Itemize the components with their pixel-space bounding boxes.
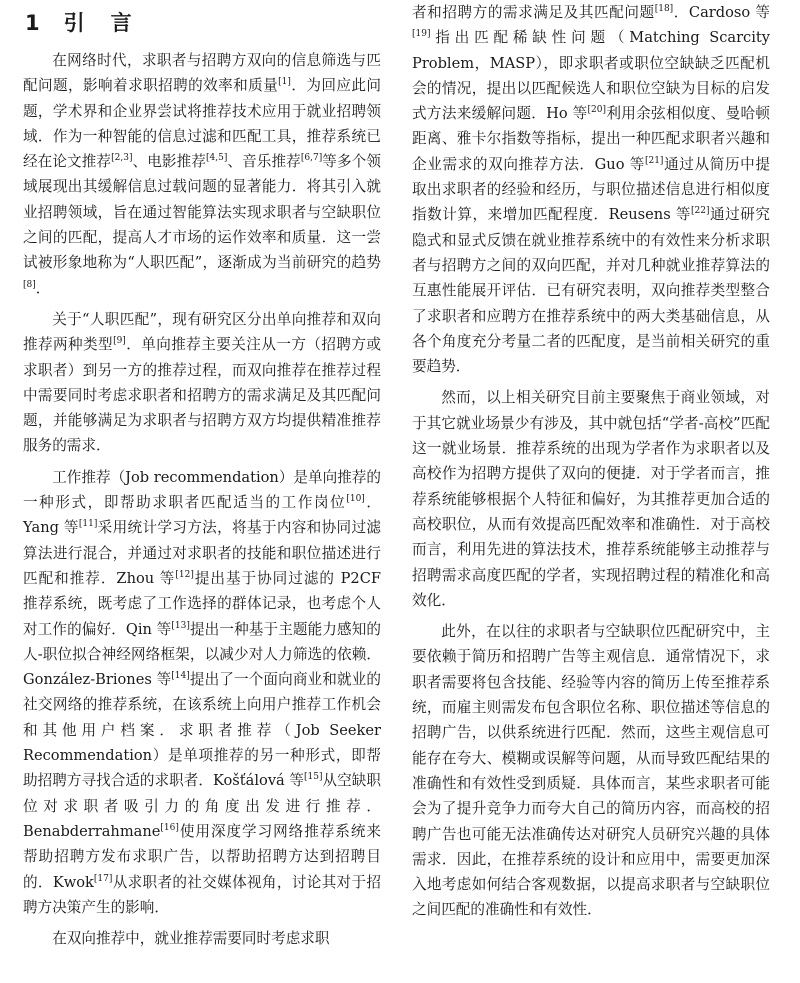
text-run: 利用余弦相似度、曼哈顿距离、雅卡尔指数等指标，提出一种匹配求职者兴趣和企业需求的双向推荐方法．Guo 等	[412, 105, 770, 173]
text-run: 提出了一个面向商业和就业的社交网络的推荐系统，在该系统上向用户推荐工作机会和其他用户档案．求职者推荐（Job Seeker Recommendation）是单项推荐的另一种形式，即帮助招聘方寻找合适的求职者．Košťálová 等	[23, 671, 381, 790]
text-run: 提出一种基于主题能力感知的人-职位拟合神经网络框架，以减少对人力筛选的依赖．González-Briones 等	[23, 620, 381, 689]
paragraph	[412, 619, 770, 923]
text-run: ．单向推荐主要关注从一方（招聘方或求职者）到另一方的推荐过程，而双向推荐在推荐过程中需要同时考虑求职者和招聘方的需求满足及其匹配问题，并能够满足为求职者与招聘方双方均提供精准推荐服务的需求．	[23, 336, 381, 455]
text-run: ．为回应此问题，学术界和企业界尝试将推荐技术应用于就业招聘领域．作为一种智能的信息过滤和匹配工具，推荐系统已经在论文推荐	[23, 77, 381, 171]
text-run: 等多个领域展现出其缓解信息过载问题的显著能力．将其引入就业招聘领域，旨在通过智能算法实现求职者与空缺职位之间的匹配，提高人才市场的运作效率和质量．这一尝试被形象地称为“人职匹配”，逐渐成为当前研究的趋势	[23, 153, 381, 272]
text-run: ．	[35, 279, 51, 297]
citation-ref: [12]	[175, 569, 194, 580]
paragraph	[23, 307, 381, 459]
citation-ref: [15]	[304, 772, 323, 783]
left-column	[23, 6, 381, 951]
paragraph	[412, 0, 770, 379]
citation-ref: [1]	[278, 77, 291, 88]
text-run: 使用深度学习网络推荐系统来帮助招聘方发布求职广告，以帮助招聘方达到招聘目的．Kwok	[23, 822, 381, 891]
citation-ref: [19]	[412, 29, 431, 40]
paragraph	[23, 465, 381, 920]
text-run: 然而，以上相关研究目前主要聚焦于商业领域，对于其它就业场景少有涉及，其中就包括“学者-高校”匹配这一就业场景．推荐系统的出现为学者作为求职者以及高校作为招聘方提供了双向的便捷．对于学者而言，推荐系统能够根据个人特征和偏好，为其推荐更加合适的高校职位，从而有效提高匹配效率和准确性．对于高校而言，利用先进的算法技术，推荐系统能够主动推荐与招聘需求高度匹配的学者，实现招聘过程的精准化和高效化．	[412, 389, 770, 609]
citation-ref: [17]	[93, 873, 113, 884]
paragraph	[23, 926, 381, 951]
citation-ref: [16]	[160, 822, 179, 833]
text-run: 者和招聘方的需求满足及其匹配问题	[412, 4, 655, 21]
text-run: ．Cardoso 等	[673, 4, 770, 21]
text-run: 从求职者的社交媒体视角，讨论其对于招聘方决策产生的影响．	[23, 873, 381, 916]
citation-ref: [8]	[23, 279, 36, 290]
citation-ref: [13]	[171, 620, 190, 631]
text-run: 通过研究隐式和显式反馈在就业推荐系统中的有效性来分析求职者与招聘方之间的双向匹配，并对几种就业推荐算法的互惠性能展开评估．已有研究表明，双向推荐类型整合了求职者和应聘方在推荐系统中的两大类基础信息，从各个角度充分考量二者的匹配度，是当前相关研究的重要趋势．	[412, 206, 770, 376]
text-run: 从空缺职位对求职者吸引力的角度出发进行推荐．Benabderrahmane	[23, 772, 381, 840]
text-run: 提出基于协同过滤的 P2CF 推荐系统，既考虑了工作选择的群体记录，也考虑个人对工作的偏好．Qin 等	[23, 569, 381, 638]
text-run: 工作推荐（Job recommendation）是单向推荐的一种形式，即帮助求职者匹配适当的工作岗位	[23, 468, 381, 512]
text-run: 通过从简历中提取出求职者的经验和经历，与职位描述信息进行相似度指数计算，来增加匹配程度．Reusens 等	[412, 155, 770, 224]
text-run: 此外，在以往的求职者与空缺职位匹配研究中，主要依赖于简历和招聘广告等主观信息．通常情况下，求职者需要将包含技能、经验等内容的简历上传至推荐系统，而雇主则需发布包含职位名称、职位描述等信息的招聘广告，以供系统进行匹配．然而，这些主观信息可能存在夸大、模糊或误解等问题，从而导致匹配结果的准确性和有效性受到质疑．具体而言，某些求职者可能会为了提升竞争力而夸大自己的简历内容，而高校的招聘广告也可能无法准确传达对研究人员研究兴趣的具体需求．因此，在推荐系统的设计和应用中，需要更加深入地考虑如何结合客观数据，以提高求职者与空缺职位之间匹配的准确性和有效性．	[412, 623, 770, 919]
paragraph	[412, 385, 770, 613]
text-run: 、电影推荐	[132, 153, 206, 171]
text-run: 在双向推荐中，就业推荐需要同时考虑求职	[52, 930, 330, 948]
citation-ref: [14]	[171, 671, 190, 682]
citation-ref: [6,7]	[300, 153, 323, 164]
text-run: 采用统计学习方法，将基于内容和协同过滤算法进行混合，并通过对求职者的技能和职位描述进行匹配和推荐．Zhou 等	[23, 519, 381, 587]
section-title-char-1: 引	[63, 11, 87, 35]
text-run: 、音乐推荐	[227, 153, 301, 171]
section-title-char-2: 言	[110, 11, 134, 35]
citation-ref: [9]	[113, 336, 126, 347]
section-number: 1	[25, 11, 42, 35]
text-run: 关于“人职匹配”，现有研究区分出单向推荐和双向推荐两种类型	[23, 310, 381, 354]
citation-ref: [10]	[346, 494, 365, 505]
citation-ref: [21]	[644, 155, 664, 166]
right-body-text	[412, 0, 770, 923]
text-run: ．Yang 等	[23, 494, 381, 537]
citation-ref: [4,5]	[206, 153, 228, 164]
right-column	[412, 0, 770, 923]
paragraph	[23, 48, 381, 301]
citation-ref: [11]	[78, 519, 98, 530]
citation-ref: [22]	[690, 206, 710, 217]
citation-ref: [2,3]	[111, 153, 133, 164]
section-heading	[25, 6, 381, 40]
left-body-text	[23, 48, 381, 951]
text-run: 指出匹配稀缺性问题（Matching Scarcity Problem，MASP），即求职者或职位空缺缺乏匹配机会的情况，提出以匹配候选人和职位空缺为目标的启发式方法来缓解问题．Ho 等	[412, 29, 770, 123]
text-run: 在网络时代，求职者与招聘方双向的信息筛选与匹配问题，影响着求职招聘的效率和质量	[23, 52, 381, 95]
citation-ref: [20]	[587, 105, 607, 116]
citation-ref: [18]	[654, 4, 674, 14]
